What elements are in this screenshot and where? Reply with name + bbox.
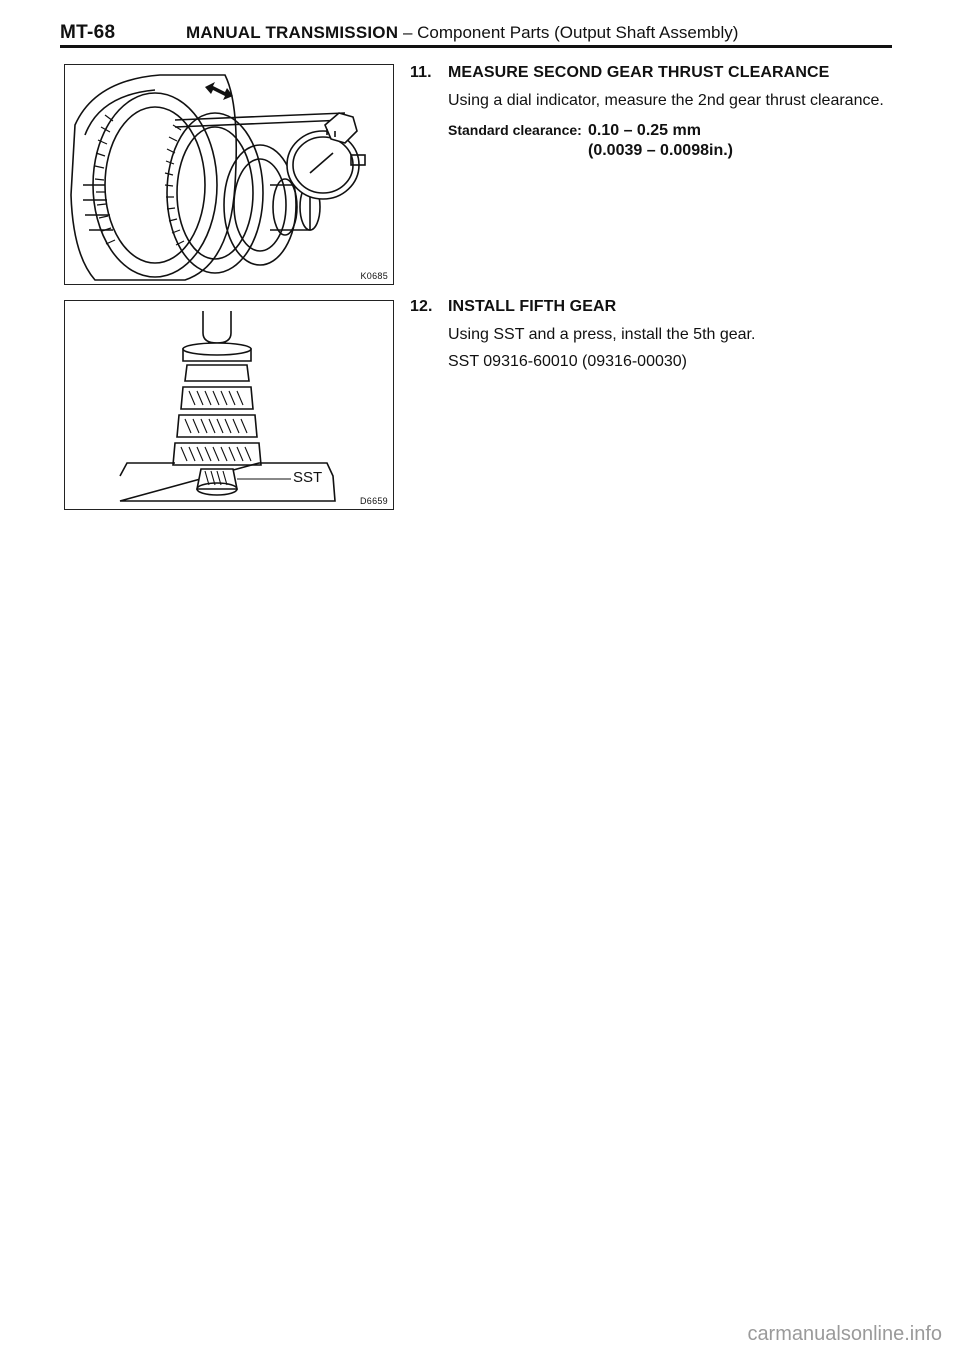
- dial-indicator-gear-illustration: [65, 65, 394, 285]
- header-title: [186, 23, 738, 43]
- sst-label: SST: [293, 469, 323, 486]
- figure-code: K0685: [360, 271, 388, 281]
- step-11: [410, 64, 900, 161]
- step-body: Using SST and a press, install the 5th gear.: [448, 326, 756, 343]
- step-title: MEASURE SECOND GEAR THRUST CLEARANCE: [448, 64, 830, 81]
- figure-dial-indicator: [64, 64, 394, 285]
- step-number: 12.: [410, 298, 433, 315]
- section-subtitle: – Component Parts (Output Shaft Assembly): [398, 23, 739, 42]
- sst-number: SST 09316-60010 (09316-00030): [448, 353, 687, 370]
- figure-code: D6659: [359, 496, 388, 506]
- step-number: 11.: [410, 64, 432, 81]
- step-title: INSTALL FIFTH GEAR: [448, 298, 617, 315]
- step-heading: [410, 298, 900, 316]
- spec-value-imperial: (0.0039 – 0.0098in.): [588, 142, 733, 159]
- section-name: MANUAL TRANSMISSION: [186, 23, 399, 42]
- step-body: Using a dial indicator, measure the 2nd gear thrust clearance.: [448, 92, 884, 109]
- spec-values: [588, 121, 733, 161]
- spec-label: Standard clearance:: [448, 122, 582, 138]
- page-header: [60, 22, 892, 44]
- spec-value-metric: 0.10 – 0.25 mm: [588, 122, 701, 139]
- watermark: carmanualsonline.info: [747, 1323, 942, 1345]
- figure-press-install: [64, 300, 394, 510]
- header-rule: [60, 45, 892, 48]
- step-12: [410, 298, 900, 371]
- page-number: MT-68: [60, 22, 116, 43]
- spec-block: [448, 121, 900, 161]
- step-heading: [410, 64, 900, 82]
- press-install-gear-illustration: [65, 301, 394, 510]
